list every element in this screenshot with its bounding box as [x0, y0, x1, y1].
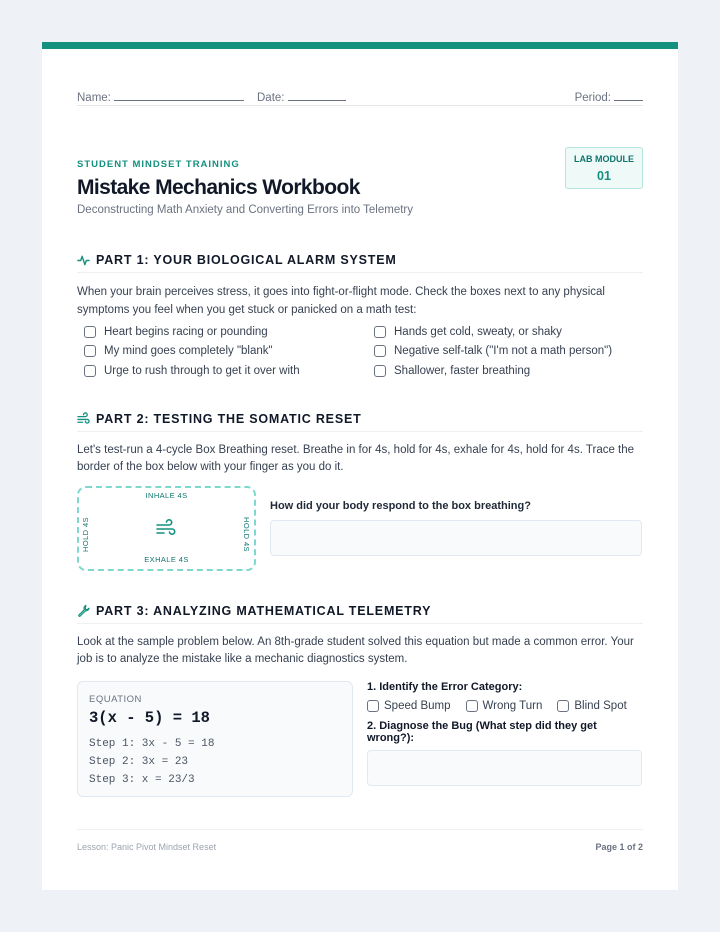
worksheet-page: [42, 42, 678, 890]
category-option[interactable]: Wrong Turn: [466, 700, 543, 712]
checkbox[interactable]: [374, 326, 386, 338]
page-title: Mistake Mechanics Workbook: [77, 176, 360, 199]
accent-bar: [42, 42, 678, 49]
lab-module-badge: [565, 147, 643, 189]
solution-step: Step 1: 3x - 5 = 18: [89, 737, 215, 750]
checkbox[interactable]: [84, 326, 96, 338]
wind-icon: [77, 412, 90, 425]
solution-steps: [89, 735, 341, 789]
checkbox[interactable]: [367, 700, 379, 712]
symptom-option[interactable]: Heart begins racing or pounding: [84, 325, 374, 339]
hold-right-label: HOLD 4S: [242, 516, 252, 552]
diagnosis-response-field[interactable]: [367, 750, 642, 786]
page-number: Page 1 of 2: [595, 842, 643, 852]
module-label: LAB MODULE: [574, 154, 634, 164]
part3-title: PART 3: ANALYZING MATHEMATICAL TELEMETRY: [77, 599, 643, 624]
part1-section: [77, 248, 643, 378]
kicker: STUDENT MINDSET TRAINING: [77, 159, 240, 170]
part3-intro: Look at the sample problem below. An 8th-grade student solved this equation but made a common error. Your job is to analyze the mistake like a mechanic diagnostics system.: [77, 635, 634, 665]
solution-step: Step 2: 3x = 23: [89, 755, 189, 768]
wind-icon: [156, 519, 176, 537]
symptom-option[interactable]: Hands get cold, sweaty, or shaky: [374, 325, 634, 339]
student-info-header: [77, 49, 643, 106]
symptom-option[interactable]: Negative self-talk ("I'm not a math person"): [374, 345, 634, 359]
wrench-icon: [77, 604, 90, 617]
breathing-question: How did your body respond to the box breathing?: [270, 499, 531, 512]
checkbox[interactable]: [374, 365, 386, 377]
breathing-trace-box[interactable]: [77, 486, 256, 571]
period-field[interactable]: Period:: [575, 91, 643, 104]
part2-title: PART 2: TESTING THE SOMATIC RESET: [77, 407, 643, 432]
pulse-icon: [77, 254, 90, 267]
period-blank[interactable]: [614, 91, 643, 101]
symptom-checklist: [84, 325, 643, 378]
diagnosis-panel: [367, 681, 642, 786]
name-field[interactable]: Name:: [77, 91, 244, 104]
diagnose-bug-question: 2. Diagnose the Bug (What step did they get wrong?):: [367, 719, 597, 744]
part2-section: [77, 407, 643, 576]
symptom-option[interactable]: Urge to rush through to get it over with: [84, 364, 374, 378]
checkbox[interactable]: [374, 345, 386, 357]
equation-text: 3(x - 5) = 18: [89, 708, 210, 727]
date-field[interactable]: Date:: [257, 91, 346, 104]
checkbox[interactable]: [557, 700, 569, 712]
category-option[interactable]: Blind Spot: [557, 700, 626, 712]
module-number: 01: [597, 169, 611, 183]
solution-step: Step 3: x = 23/3: [89, 773, 195, 786]
error-category-question: 1. Identify the Error Category:: [367, 680, 523, 693]
page-footer: [77, 829, 643, 852]
checkbox[interactable]: [466, 700, 478, 712]
exhale-label: EXHALE 4S: [144, 554, 189, 564]
title-block: [77, 106, 643, 248]
error-category-options: [367, 700, 642, 712]
equation-card: [77, 681, 353, 797]
box-breathing-row: [77, 486, 643, 576]
checkbox[interactable]: [84, 365, 96, 377]
name-blank[interactable]: [114, 91, 244, 101]
symptom-option[interactable]: Shallower, faster breathing: [374, 364, 634, 378]
inhale-label: INHALE 4S: [145, 490, 188, 500]
hold-left-label: HOLD 4S: [80, 516, 90, 552]
category-option[interactable]: Speed Bump: [367, 700, 451, 712]
part2-intro: Let's test-run a 4-cycle Box Breathing reset. Breathe in for 4s, hold for 4s, exhale for 4s, hold for 4s. Trace the border of the box below with your finger as you do it.: [77, 443, 635, 473]
equation-label: EQUATION: [89, 693, 142, 705]
symptom-option[interactable]: My mind goes completely "blank": [84, 345, 374, 359]
part1-title: PART 1: YOUR BIOLOGICAL ALARM SYSTEM: [77, 248, 643, 273]
checkbox[interactable]: [84, 345, 96, 357]
page-subtitle: Deconstructing Math Anxiety and Converting Errors into Telemetry: [77, 204, 413, 216]
lesson-label: Lesson: Panic Pivot Mindset Reset: [77, 842, 217, 852]
breathing-response-field[interactable]: [270, 520, 642, 556]
part3-section: [77, 599, 643, 799]
part1-intro: When your brain perceives stress, it goes into fight-or-flight mode. Check the boxes next to any physical symptoms you feel when you get stuck or panicked on a math test:: [77, 286, 605, 316]
error-analysis-row: [77, 681, 643, 799]
date-blank[interactable]: [288, 91, 346, 101]
